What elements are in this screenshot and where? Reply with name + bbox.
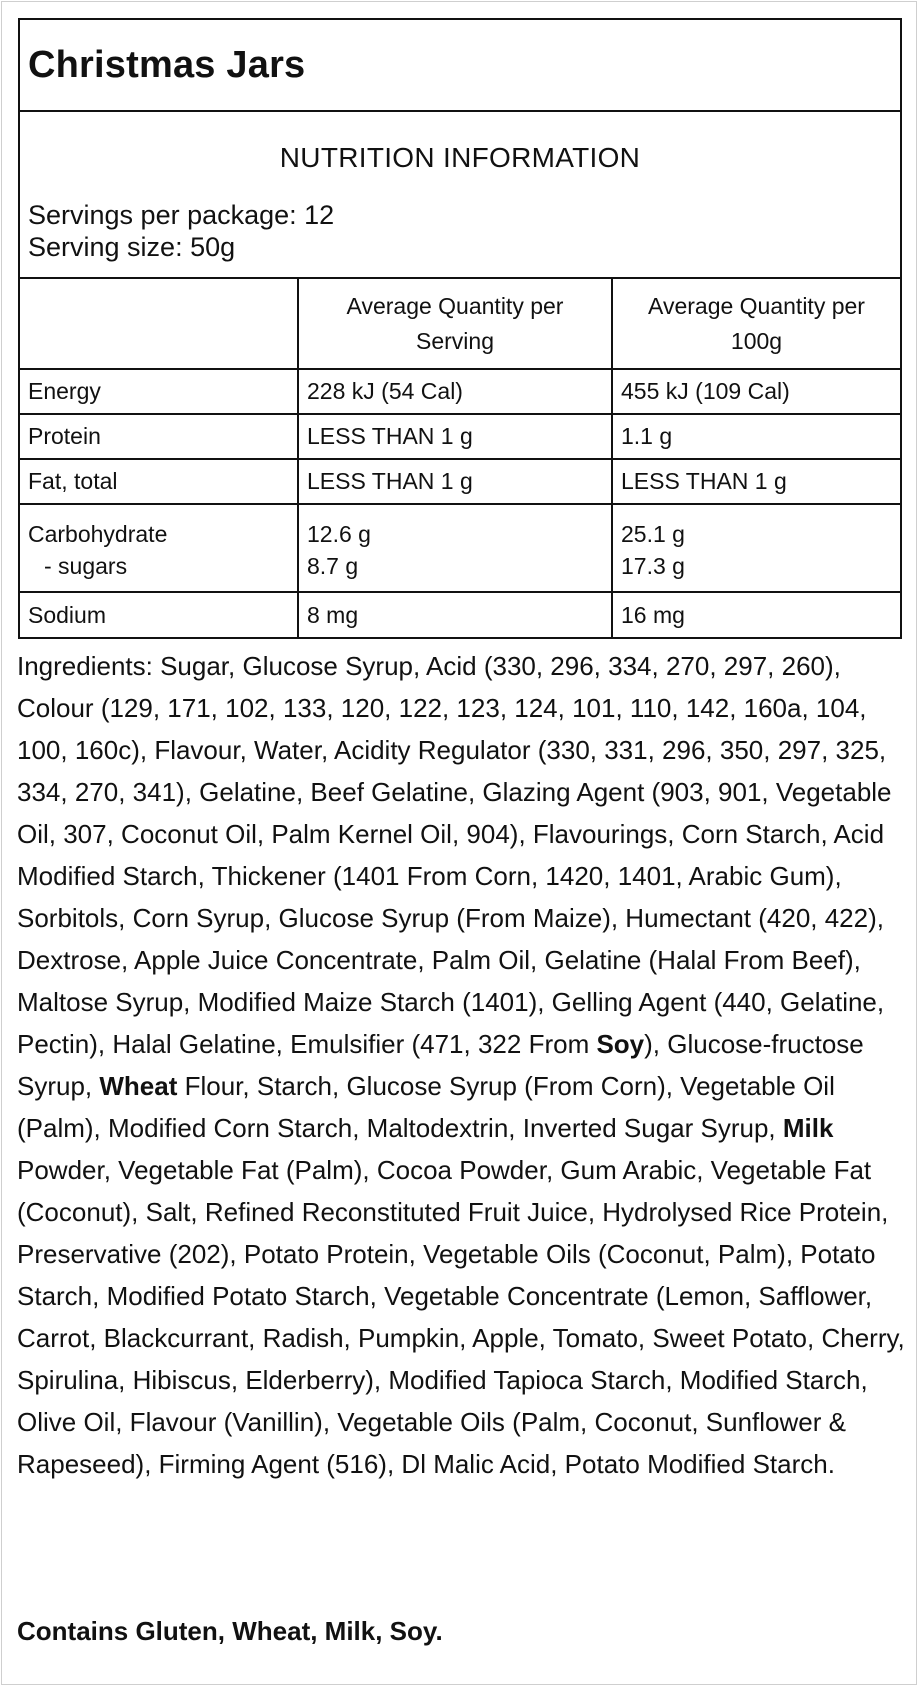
nutrient-name: Fat, total	[20, 459, 298, 504]
per-serving-value: 8.7 g	[298, 548, 612, 592]
serving-size: Serving size: 50g	[28, 232, 236, 262]
ingredients-text: Powder, Vegetable Fat (Palm), Cocoa Powder, Gum Arabic, Vegetable Fat (Coconut), Salt, Refined Reconstituted Fruit Juice, Hydrolysed Rice Protein, Preservative (202), Potato Protein, Vegetable Oils (Coconut, Palm), Potato Starch, Modified Potato Starch, Vegetable Concentrate (Lemon, Safflower, Carrot, Blackcurrant, Radish, Pumpkin, Apple, Tomato, Sweet Potato, Cherry, Spirulina, Hibiscus, Elderberry), Modified Tapioca Starch, Modified Starch, Olive Oil, Flavour (Vanillin), Vegetable Oils (Palm, Coconut, Sunflower & Rapeseed), Firming Agent (516), Dl Malic Acid, Potato Modified Starch.	[17, 1155, 905, 1479]
ingredients-text: Ingredients: Sugar, Glucose Syrup, Acid (330, 296, 334, 270, 297, 260), Colour (129, 171, 102, 133, 120, 122, 123, 124, 101, 110, 142, 160a, 104, 100, 160c), Flavour, Water, Acidity Regulator (330, 331, 296, 350, 297, 325, 334, 270, 341), Gelatine, Beef Gelatine, Glazing Agent (903, 901, Vegetable Oil, 307, Coconut Oil, Palm Kernel Oil, 904), Flavourings, Corn Starch, Acid Modified Starch, Thickener (1401 From Corn, 1420, 1401, Arabic Gum), Sorbitols, Corn Syrup, Glucose Syrup (From Maize), Humectant (420, 422), Dextrose, Apple Juice Concentrate, Palm Oil, Gelatine (Halal From Beef), Maltose Syrup, Modified Maize Starch (1401), Gelling Agent (440, Gelatine, Pectin), Halal Gelatine, Emulsifier (471, 322 From	[17, 651, 892, 1059]
per-100g-value: 1.1 g	[612, 414, 900, 459]
allergen-wheat: Wheat	[99, 1071, 178, 1101]
table-row	[20, 369, 900, 414]
table-row	[20, 504, 900, 548]
nutrition-table	[20, 279, 900, 637]
column-header-nutrient	[20, 279, 298, 369]
per-serving-value: 228 kJ (54 Cal)	[298, 369, 612, 414]
column-header-per-100g: Average Quantity per 100g	[612, 279, 900, 369]
nutrient-name: Energy	[20, 369, 298, 414]
per-100g-value: 455 kJ (109 Cal)	[612, 369, 900, 414]
product-title: Christmas Jars	[28, 43, 306, 86]
table-row	[20, 548, 900, 592]
nutrient-name: Sodium	[20, 592, 298, 637]
allergen-statement: Contains Gluten, Wheat, Milk, Soy.	[17, 1616, 443, 1646]
nutrition-header	[20, 112, 900, 279]
nutrient-name: Carbohydrate	[20, 504, 298, 548]
ingredients-list	[17, 645, 913, 1485]
per-100g-value: 16 mg	[621, 601, 685, 628]
nutrition-heading: NUTRITION INFORMATION	[279, 142, 641, 173]
per-serving-value: 12.6 g	[298, 504, 612, 548]
nutrient-name: - sugars	[20, 548, 298, 592]
nutrition-panel	[18, 18, 902, 639]
table-header-row	[20, 279, 900, 369]
title-box	[20, 20, 900, 112]
table-row	[20, 592, 900, 637]
ingredients-text: ), Glucose-fructose Syrup,	[17, 1029, 864, 1101]
per-100g-value: 25.1 g	[621, 521, 685, 547]
ingredients-text: Flour, Starch, Glucose Syrup (From Corn), Vegetable Oil (Palm), Modified Corn Starch, Maltodextrin, Inverted Sugar Syrup,	[17, 1071, 835, 1143]
per-serving-value: LESS THAN 1 g	[298, 414, 612, 459]
per-100g-value: LESS THAN 1 g	[612, 459, 900, 504]
per-100g-value: 17.3 g	[612, 548, 900, 592]
per-serving-value: 8 mg	[298, 592, 612, 637]
table-row	[20, 414, 900, 459]
allergen-soy: Soy	[596, 1029, 645, 1059]
nutrient-name: Protein	[20, 414, 298, 459]
per-serving-value: LESS THAN 1 g	[298, 459, 612, 504]
column-header-per-serving: Average Quantity per Serving	[298, 279, 612, 369]
table-row	[20, 459, 900, 504]
servings-per-package: Servings per package: 12	[28, 200, 335, 230]
allergen-milk: Milk	[782, 1113, 834, 1143]
